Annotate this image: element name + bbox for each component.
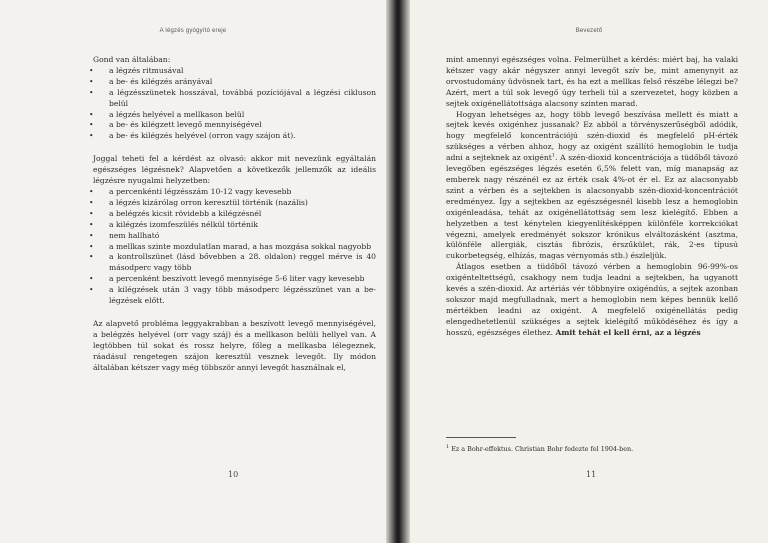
- ideal-breathing-list: [93, 187, 376, 307]
- list-item: • a be- és kilégzés helyével (orron vagy szájon át).: [93, 131, 376, 142]
- left-page-body: [93, 55, 376, 373]
- list-item: • a kontrollszünet (lásd bővebben a 28. oldalon) reggel mérve is 40 másodperc vagy több: [93, 252, 376, 274]
- list-item: • a belégzés kicsit rövidebb a kilégzésnél: [93, 209, 376, 220]
- list-item: • a légzés helyével a mellkason belül: [93, 110, 376, 121]
- list-item: • a légzés ritmusával: [93, 66, 376, 77]
- page-number-right: 11: [586, 470, 597, 479]
- problem-list: [93, 66, 376, 142]
- paragraph: [446, 110, 738, 263]
- list-item: • a percenként beszívott levegő mennyisége 5-6 liter vagy kevesebb: [93, 274, 376, 285]
- list-item: • a kilégzés izomfeszülés nélkül történik: [93, 220, 376, 231]
- paragraph: mint amennyi egészséges volna. Felmerülhet a kérdés: miért baj, ha valaki kétszer vagy akár négyszer annyi levegőt szív be, mint amenynyit az orvostudomány üdvösnek tart, és ha ezt a mellkas felső részébe lélegzi be? Azért, mert a túl sok levegő úgy terheli túl a szervezetet, hogy közben a sejtek oxigénellátottsága alacsony szinten marad.: [446, 55, 738, 108]
- list-item: • a légzésszünetek hosszával, továbbá pozíciójával a légzési cikluson belül: [93, 88, 376, 110]
- paragraph: [446, 262, 738, 338]
- list-item: • a mellkas szinte mozdulatlan marad, a has mozgása sokkal nagyobb: [93, 242, 376, 253]
- right-page: [410, 0, 768, 543]
- footnote-reference: 1: [551, 152, 556, 159]
- running-head-left: A légzés gyógyító ereje: [159, 28, 227, 34]
- list-item: • nem hallható: [93, 231, 376, 242]
- paragraph: Az alapvető probléma leggyakrabban a beszívott levegő mennyiségével, a belégzés helyével (orr vagy száj) és a mellkason belüli hellyel van. A legtöbben túl sokat és rossz helyre, főleg a mellkasba lélegeznek, ráadásul rengetegen szájon keresztül vesznek levegőt. Ily módon általában kétszer vagy még többször annyi levegőt használnak el,: [93, 318, 376, 372]
- running-head-right: Bevezető: [575, 28, 603, 34]
- paragraph-text: Hogyan lehetséges az, hogy több levegő beszívása mellett és miatt a sejtek kevés oxigénhez jussanak? Ez abból a törvényszerűségből adódik, hogy megfelelő koncentrációjú szén-dioxid és megfelelő pH-érték szükséges a vérben ahhoz, hogy az oxigént szállító hemoglobin le tudja adni a sejteknek az oxigént: [446, 109, 738, 163]
- footnote-text: Ez a Bohr-effektus. Christian Bohr fedezte fel 1904-ben.: [449, 445, 634, 453]
- list-item: • a percenkénti légzésszám 10-12 vagy kevesebb: [93, 187, 376, 198]
- bold-text: Amit tehát el kell érni, az a légzés: [555, 327, 701, 337]
- list-item: • a kilégzések után 3 vagy több másodperc légzésszünet van a belégzések előtt.: [93, 285, 376, 307]
- list-item: • a be- és kilégzett levegő mennyiségével: [93, 120, 376, 131]
- list-item: • a be- és kilégzés arányával: [93, 77, 376, 88]
- right-page-body: [446, 55, 738, 339]
- book-gutter: [386, 0, 410, 543]
- paragraph: Joggal teheti fel a kérdést az olvasó: akkor mit nevezünk egyáltalán egészséges légzésnek? Alapvetően a következők jellemzők az ideális légzésre nyugalmi helyzetben:: [93, 154, 376, 186]
- footnote-mark: 1: [446, 443, 450, 450]
- list-item: • a légzés kizárólag orron keresztül történik (nazális): [93, 198, 376, 209]
- paragraph-text: Átlagos esetben a tüdőből távozó vérben a hemoglobin 96-99%-os oxigénteltettségű, csakhogy nem tudja leadni a sejtekben, ha ugyanott kevés a szén-dioxid. Az artériás vér többnyire oxigéndús, a sejtek azonban sokszor majd megfulladnak, mert a hemoglobin nem képes bennük kellő mértékben leadni az oxigént. A megfelelő oxigénellátás pedig elengedhetetlenül szükséges a sejtek kielégítő működéséhez és így a hosszú, egészséges élethez.: [446, 262, 738, 337]
- page-number-left: 10: [228, 470, 239, 479]
- footnote: [446, 445, 738, 454]
- footnote-rule: [446, 437, 516, 438]
- paragraph-text: . A szén-dioxid koncentrációja a tüdőből távozó levegőben egészséges légzés esetén 6,5% felett van, míg manapság az emberek nagy részénél ez az érték csak 4%-ot ér el. Ez az alacsonyabb szint a vérben és a sejtekben is alacsonyabb szén-dioxid-koncentrációt eredményez. Így a sejtekben az egészségesnél kisebb lesz a hemoglobin oxigénleadása, tehát az oxigénellátottság sem lesz kielégítő. Ebben a helyzetben a test kénytelen kiegyenlítésképpen különféle korrekciókat végezni, amelyek eredményét sokszor krónikus elváltozásként (asztma, különféle allergiák, cisztás fibrózis, érszűkület, rák, 2-es típusú cukorbetegség, elhízás, magas vérnyomás stb.) észleljük.: [446, 153, 738, 261]
- intro-text: Gond van általában:: [93, 55, 171, 64]
